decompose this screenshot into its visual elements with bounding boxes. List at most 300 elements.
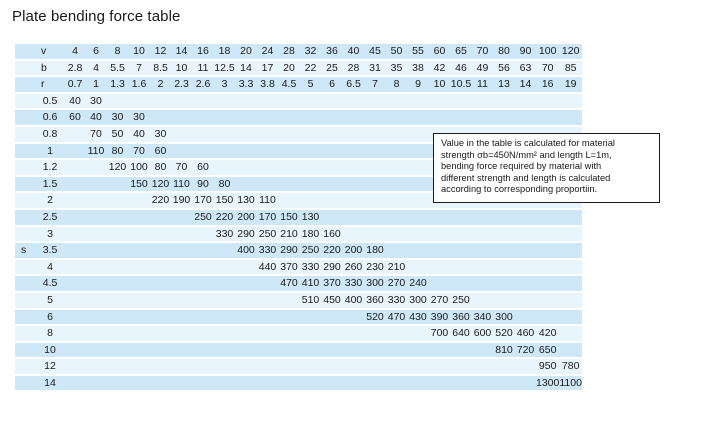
header-value: 12.5: [214, 61, 235, 74]
force-value: [257, 310, 278, 325]
group-spacer: [15, 376, 35, 391]
force-value: [472, 376, 493, 391]
force-value: [364, 227, 386, 242]
force-value: [364, 144, 386, 159]
table-row: [15, 94, 582, 109]
force-value: [65, 127, 85, 142]
force-value: [192, 276, 214, 291]
force-value: 30: [150, 127, 171, 142]
force-value: [407, 260, 429, 275]
group-spacer: [15, 110, 35, 125]
force-value: 300: [407, 293, 429, 308]
force-value: [472, 110, 493, 125]
force-value: [65, 144, 85, 159]
force-value: [107, 94, 128, 109]
force-value: [85, 293, 107, 308]
force-value: [343, 326, 364, 341]
header-value: 45: [364, 44, 386, 59]
thickness-value: 5: [35, 293, 65, 308]
force-value: 30: [128, 110, 150, 125]
header-value: 1.3: [107, 77, 128, 92]
header-label-b: b: [35, 61, 65, 76]
force-value: [257, 177, 278, 192]
force-value: [536, 243, 559, 258]
header-value: 8.5: [150, 61, 171, 76]
force-value: [429, 343, 450, 358]
header-row-v: [15, 44, 582, 59]
force-value: 1100: [559, 376, 582, 389]
header-value: 19: [559, 77, 582, 92]
force-value: [493, 376, 515, 391]
force-value: [429, 94, 450, 109]
force-value: [493, 260, 515, 275]
force-value: [472, 343, 493, 358]
force-value: [321, 94, 343, 109]
header-value: 20: [278, 61, 300, 76]
header-value: 35: [386, 61, 407, 76]
force-value: [150, 276, 171, 291]
force-value: 370: [321, 276, 343, 291]
force-value: 110: [257, 193, 278, 208]
force-value: [407, 110, 429, 125]
force-value: [150, 359, 171, 374]
force-value: [559, 310, 582, 325]
thickness-value: 1.2: [35, 160, 65, 175]
force-value: [65, 276, 85, 291]
force-value: 220: [151, 194, 170, 207]
force-value: [214, 110, 235, 125]
force-value: 450: [321, 293, 343, 308]
header-value: 70: [536, 61, 559, 76]
force-value: [65, 376, 85, 391]
force-value: [429, 260, 450, 275]
header-value: 10: [128, 44, 150, 59]
force-value: [65, 193, 85, 208]
force-value: [300, 310, 321, 325]
force-value: 950: [536, 359, 559, 374]
force-value: [300, 376, 321, 391]
header-value: 8: [107, 44, 128, 59]
thickness-value: 4: [35, 260, 65, 275]
note-line-5: according to corresponding proportiin.: [441, 184, 598, 195]
header-value: 12: [150, 44, 171, 59]
header-value: 3.3: [235, 77, 257, 92]
group-spacer: [15, 359, 35, 374]
force-value: 470: [387, 310, 406, 323]
force-value: 190: [172, 194, 191, 207]
header-value: 49: [472, 61, 493, 76]
header-value: 14: [235, 61, 257, 76]
force-value: [192, 359, 214, 374]
header-value: 3: [214, 77, 235, 92]
force-value: [364, 326, 386, 341]
force-value: [85, 160, 107, 175]
force-value: [515, 94, 536, 109]
header-value: 1: [85, 77, 107, 92]
header-row-r: [15, 77, 582, 92]
force-value: [559, 343, 582, 358]
force-value: [107, 293, 128, 308]
force-value: 120: [151, 177, 170, 190]
force-value: [386, 343, 407, 358]
force-value: [235, 293, 257, 308]
force-value: [150, 326, 171, 341]
header-value: 10: [429, 77, 450, 92]
force-value: [386, 359, 407, 374]
force-value: [192, 326, 214, 341]
force-value: [107, 227, 128, 242]
header-value: 3.8: [257, 77, 278, 92]
force-value: [85, 243, 107, 258]
force-value: [429, 243, 450, 258]
force-value: [235, 110, 257, 125]
row-group-label: s: [15, 243, 35, 258]
group-spacer: [15, 260, 35, 275]
force-value: 60: [192, 160, 214, 175]
force-value: [257, 160, 278, 175]
force-value: [171, 326, 192, 341]
force-value: 80: [214, 177, 235, 192]
header-label-r: r: [35, 77, 65, 92]
thickness-value: 0.5: [35, 94, 65, 109]
force-value: [407, 94, 429, 109]
force-value: [515, 359, 536, 374]
thickness-value: 0.6: [35, 110, 65, 125]
force-value: 810: [493, 343, 515, 358]
page-title: Plate bending force table: [12, 8, 181, 25]
force-value: [235, 276, 257, 291]
force-value: 250: [301, 244, 320, 257]
force-value: 460: [516, 327, 535, 340]
force-value: [343, 210, 364, 225]
force-value: [493, 210, 515, 225]
header-value: 10: [171, 61, 192, 76]
force-value: [536, 260, 559, 275]
force-value: [235, 160, 257, 175]
force-value: [235, 310, 257, 325]
force-value: [65, 359, 85, 374]
header-value: 40: [343, 44, 364, 59]
force-value: [386, 144, 407, 159]
force-value: [235, 94, 257, 109]
force-value: [343, 160, 364, 175]
force-value: [343, 144, 364, 159]
force-value: [386, 376, 407, 391]
force-value: [559, 94, 582, 109]
force-value: [65, 227, 85, 242]
force-value: 430: [407, 310, 429, 325]
force-value: [214, 293, 235, 308]
force-value: [386, 326, 407, 341]
force-value: 300: [364, 276, 386, 291]
force-value: [493, 293, 515, 308]
force-value: [85, 210, 107, 225]
force-value: [450, 276, 472, 291]
table-row: [15, 260, 582, 275]
table-row: [15, 276, 582, 291]
force-value: 1300: [536, 376, 560, 389]
force-value: [65, 326, 85, 341]
header-value: 20: [235, 44, 257, 59]
force-value: [300, 110, 321, 125]
force-value: 80: [107, 144, 128, 159]
force-value: [128, 193, 150, 208]
force-value: [407, 326, 429, 341]
force-value: [300, 326, 321, 341]
force-value: [278, 376, 300, 391]
force-value: [171, 260, 192, 275]
force-value: [407, 193, 429, 208]
force-value: 240: [407, 276, 429, 291]
header-value: 13: [493, 77, 515, 92]
force-value: [321, 144, 343, 159]
force-value: [107, 376, 128, 391]
force-value: [343, 227, 364, 242]
header-value: 18: [214, 44, 235, 59]
header-value: 60: [429, 44, 450, 59]
force-value: [386, 127, 407, 142]
force-value: [429, 276, 450, 291]
group-spacer: [15, 276, 35, 291]
force-value: [343, 359, 364, 374]
force-value: [192, 376, 214, 391]
force-value: [257, 343, 278, 358]
table-row: [15, 293, 582, 308]
table-row: [15, 376, 582, 391]
group-spacer: [15, 326, 35, 341]
force-value: [321, 310, 343, 325]
force-value: [85, 359, 107, 374]
force-value: [536, 276, 559, 291]
force-value: [214, 376, 235, 391]
force-value: 170: [192, 193, 214, 208]
force-value: [493, 110, 515, 125]
force-value: [450, 94, 472, 109]
table-row: [15, 110, 582, 125]
header-value: 4: [85, 61, 107, 76]
force-value: [536, 310, 559, 325]
force-value: [235, 144, 257, 159]
force-value: [107, 326, 128, 341]
force-value: [300, 144, 321, 159]
table-row: [15, 227, 582, 242]
header-value: 6.5: [343, 77, 364, 92]
header-value: 24: [257, 44, 278, 59]
force-value: [150, 293, 171, 308]
header-value: 50: [386, 44, 407, 59]
force-value: 180: [301, 227, 320, 240]
force-value: [107, 243, 128, 258]
force-value: [235, 177, 257, 192]
force-value: 400: [235, 243, 257, 258]
force-value: 60: [65, 110, 85, 125]
force-value: [278, 144, 300, 159]
force-value: [450, 243, 472, 258]
force-value: 650: [536, 343, 559, 358]
header-value: 10.5: [450, 78, 472, 91]
force-value: [107, 343, 128, 358]
force-value: [559, 227, 582, 242]
thickness-value: 12: [35, 359, 65, 374]
force-value: [214, 276, 235, 291]
force-value: [386, 177, 407, 192]
force-value: [407, 210, 429, 225]
note-line-4: different strength and length is calculated: [441, 172, 611, 183]
group-spacer: [15, 77, 35, 92]
force-value: [429, 227, 450, 242]
header-value: 0.7: [65, 77, 85, 92]
force-value: [65, 210, 85, 225]
force-value: [559, 260, 582, 275]
force-value: 110: [85, 144, 107, 159]
force-value: [515, 310, 536, 325]
force-value: [300, 359, 321, 374]
force-value: [321, 193, 343, 208]
force-value: 700: [430, 327, 449, 340]
force-value: [128, 293, 150, 308]
force-value: [364, 210, 386, 225]
header-value: 28: [278, 44, 300, 59]
force-value: 30: [85, 94, 107, 109]
force-value: [343, 177, 364, 192]
force-value: [515, 227, 536, 242]
header-label-v: v: [35, 44, 65, 59]
force-value: [407, 243, 429, 258]
header-value: 5.5: [107, 61, 128, 76]
force-value: [321, 210, 343, 225]
force-value: [171, 276, 192, 291]
force-value: [515, 110, 536, 125]
force-value: [321, 177, 343, 192]
force-value: [343, 94, 364, 109]
header-row-b: [15, 61, 582, 76]
force-value: [192, 227, 214, 242]
force-value: 50: [107, 127, 128, 142]
force-value: [364, 193, 386, 208]
force-value: 200: [235, 210, 257, 225]
force-value: 120: [108, 161, 127, 174]
force-value: [214, 127, 235, 142]
force-value: [450, 227, 472, 242]
force-value: 520: [364, 310, 386, 325]
table-row: [15, 359, 582, 374]
force-value: [257, 293, 278, 308]
group-spacer: [15, 144, 35, 159]
force-value: [407, 127, 429, 142]
force-value: 90: [192, 177, 214, 192]
thickness-value: 3.5: [35, 243, 65, 258]
force-value: 330: [344, 277, 363, 290]
force-value: [214, 260, 235, 275]
force-value: [128, 343, 150, 358]
header-value: 56: [493, 61, 515, 76]
force-value: [386, 94, 407, 109]
bending-force-table: [15, 42, 582, 392]
force-value: [321, 160, 343, 175]
group-spacer: [15, 177, 35, 192]
header-value: 85: [559, 61, 582, 76]
force-value: [128, 94, 150, 109]
force-value: 250: [192, 210, 214, 225]
force-value: [364, 160, 386, 175]
note-line-3: bending force required by material with: [441, 161, 602, 172]
force-value: [192, 127, 214, 142]
force-value: [107, 310, 128, 325]
force-value: [536, 94, 559, 109]
force-value: 360: [450, 310, 472, 325]
force-value: [278, 160, 300, 175]
table-row: [15, 210, 582, 225]
force-value: [536, 227, 559, 242]
force-value: [150, 210, 171, 225]
header-value: 63: [515, 61, 536, 76]
force-value: [515, 243, 536, 258]
force-value: [85, 260, 107, 275]
header-value: 17: [257, 61, 278, 76]
header-value: 28: [343, 61, 364, 76]
group-spacer: [15, 293, 35, 308]
force-value: [257, 127, 278, 142]
header-value: 80: [493, 44, 515, 59]
thickness-value: 8: [35, 326, 65, 341]
force-value: [321, 376, 343, 391]
force-value: [85, 376, 107, 391]
force-value: [107, 177, 128, 192]
header-value: 22: [300, 61, 321, 76]
force-value: [493, 359, 515, 374]
force-value: [515, 260, 536, 275]
header-value: 38: [407, 61, 429, 76]
force-value: [214, 359, 235, 374]
thickness-value: 4.5: [35, 276, 65, 291]
force-value: 510: [301, 293, 320, 306]
force-value: [214, 343, 235, 358]
force-value: [150, 310, 171, 325]
force-value: [321, 343, 343, 358]
group-spacer: [15, 160, 35, 175]
header-value: 2.8: [65, 61, 85, 76]
force-value: [235, 359, 257, 374]
force-value: 210: [278, 227, 300, 242]
note-line-2: strength σb=450N/mm² and length L=1m,: [441, 149, 612, 160]
force-value: [300, 193, 321, 208]
force-value: [171, 376, 192, 391]
force-value: [257, 94, 278, 109]
force-value: [450, 260, 472, 275]
force-value: 70: [128, 144, 150, 159]
header-value: 6: [85, 44, 107, 59]
force-value: [65, 260, 85, 275]
header-value: 4: [65, 44, 85, 59]
header-value: 1.6: [128, 77, 150, 92]
header-value: 11: [472, 77, 493, 92]
force-value: [85, 310, 107, 325]
force-value: [171, 243, 192, 258]
header-value: 16: [192, 44, 214, 59]
force-value: [257, 376, 278, 391]
force-value: 40: [128, 127, 150, 142]
force-value: [278, 177, 300, 192]
force-value: [257, 110, 278, 125]
force-value: 270: [430, 293, 449, 306]
force-value: 180: [364, 243, 386, 258]
header-value: 8: [386, 77, 407, 92]
header-value: 42: [429, 61, 450, 76]
force-value: [278, 293, 300, 308]
force-value: [300, 94, 321, 109]
force-value: [85, 326, 107, 341]
force-value: [235, 376, 257, 391]
